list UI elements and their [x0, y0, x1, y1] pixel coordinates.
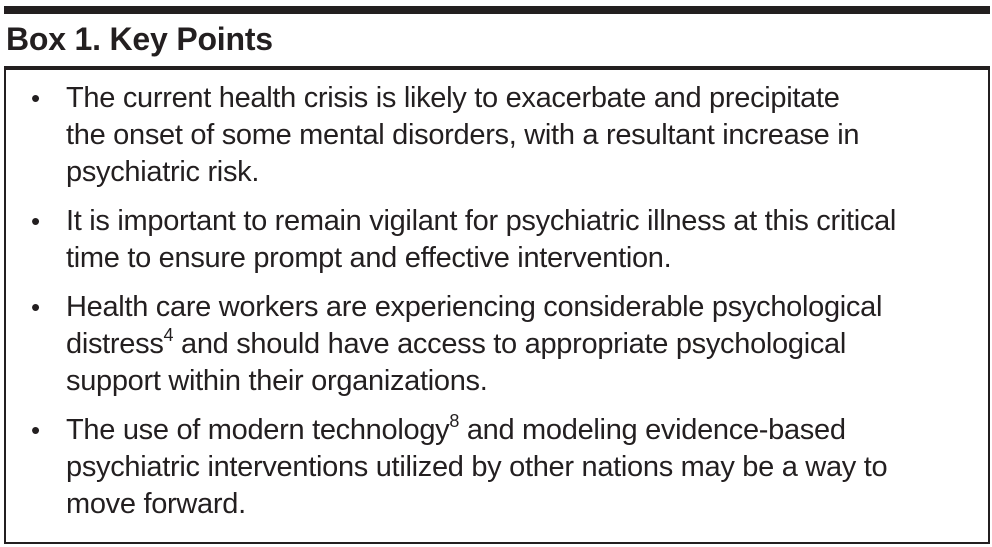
- list-item: [6, 80, 988, 191]
- list-item-line: move forward.: [66, 488, 246, 520]
- text-segment: distress: [66, 328, 164, 360]
- list-item: [6, 289, 988, 400]
- list-item-line: the onset of some mental disorders, with a resultant increase in: [66, 119, 860, 151]
- list-item-line: Health care workers are experiencing considerable psychological: [66, 291, 883, 323]
- bullet-icon: •: [31, 415, 40, 445]
- list-item-line: [66, 412, 968, 449]
- bullet-icon: •: [31, 292, 40, 322]
- key-points-box: [4, 66, 990, 544]
- citation-superscript: 8: [449, 411, 460, 431]
- bullet-icon: •: [31, 206, 40, 236]
- bullet-icon: •: [31, 83, 40, 113]
- text-segment: and should have access to appropriate psychological: [173, 328, 847, 360]
- text-segment: and modeling evidence-based: [459, 414, 846, 446]
- text-segment: The use of modern technology: [66, 414, 450, 446]
- list-item-line: [66, 326, 968, 363]
- top-rule: [4, 6, 990, 14]
- key-points-list: [6, 80, 988, 535]
- list-item-line: The current health crisis is likely to exacerbate and precipitate: [66, 82, 840, 114]
- list-item-line: support within their organizations.: [66, 365, 488, 397]
- list-item: [6, 203, 988, 277]
- list-item-line: psychiatric risk.: [66, 156, 260, 188]
- list-item-line: time to ensure prompt and effective intervention.: [66, 242, 672, 274]
- list-item-line: psychiatric interventions utilized by other nations may be a way to: [66, 451, 888, 483]
- citation-superscript: 4: [163, 325, 174, 345]
- box-title: Box 1. Key Points: [6, 21, 273, 57]
- list-item-line: It is important to remain vigilant for psychiatric illness at this critical: [66, 205, 897, 237]
- list-item: [6, 412, 988, 523]
